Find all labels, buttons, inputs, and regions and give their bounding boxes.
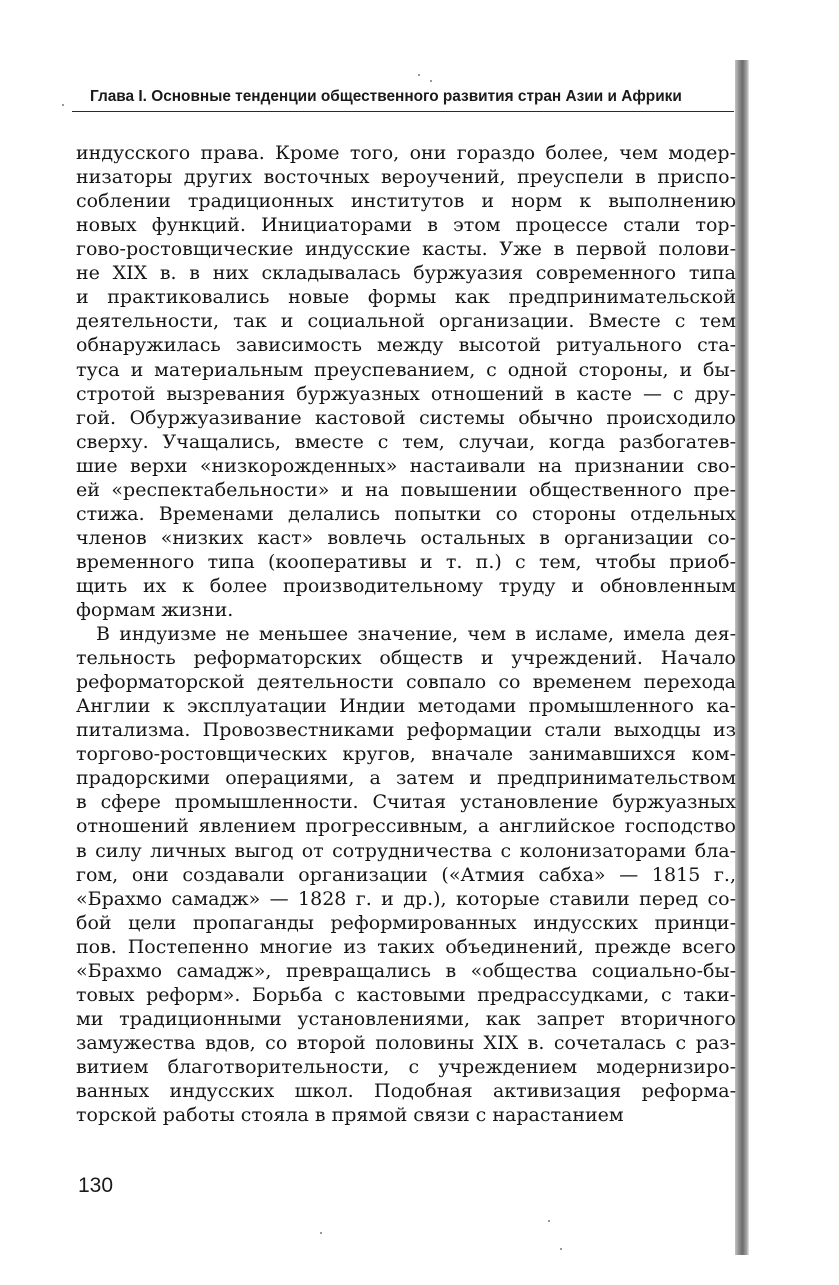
text-line: соблении традиционных институтов и норм к выполнению: [76, 190, 736, 213]
text-line: туса и материальным преуспеванием, с одной стороны, и бы-: [76, 358, 736, 381]
text-line: тельность реформаторских обществ и учреждений. Начало: [76, 647, 736, 669]
text-line: деятельности, так и социальной организации. Вместе с тем: [76, 310, 736, 333]
page-edge-shadow: [735, 60, 749, 1255]
header-rule: [72, 111, 734, 112]
print-speck: [430, 80, 432, 82]
text-line: ванных индусских школ. Подобная активизация реформа-: [76, 1080, 736, 1102]
text-line: питализма. Провозвестниками реформации стали выходцы из: [76, 719, 736, 742]
text-line: не XIX в. в них складывалась буржуазия современного типа: [76, 262, 736, 285]
text-line: ей «респектабельности» и на повышении общественного пре-: [76, 478, 736, 501]
text-line: торской работы стояла в прямой связи с нарастанием: [76, 1104, 624, 1126]
text-line: новых функций. Инициаторами в этом процессе стали тор-: [76, 214, 736, 237]
text-line: сверху. Учащались, вместе с тем, случаи, когда разбогатев-: [76, 430, 736, 453]
text-line: в сфере промышленности. Считая установление буржуазных: [76, 791, 736, 814]
text-line: гово-ростовщические индусские касты. Уже в первой полови-: [76, 238, 736, 261]
text-line: «Брахмо самадж» — 1828 г. и др.), которые ставили перед со-: [76, 887, 736, 910]
print-speck: [548, 1220, 550, 1222]
page-number: 130: [78, 1174, 114, 1197]
text-line: бой цели пропаганды реформированных индусских принци-: [76, 911, 736, 934]
text-line: стротой вызревания буржуазных отношений в касте — с дру-: [76, 382, 736, 405]
text-line: торгово-ростовщических кругов, вначале занимавшихся ком-: [76, 743, 736, 766]
text-line: пов. Постепенно многие из таких объединений, прежде всего: [76, 935, 736, 958]
print-speck: [560, 1248, 562, 1250]
text-line: формам жизни.: [76, 599, 234, 621]
text-line: и практиковались новые формы как предпринимательской: [76, 286, 736, 309]
text-line: членов «низких каст» вовлечь остальных в организации со-: [76, 526, 736, 549]
running-header: Глава I. Основные тенденции общественного развития стран Азии и Африки: [90, 88, 682, 105]
text-line: ми традиционными установлениями, как запрет вторичного: [76, 1007, 736, 1030]
print-speck: [320, 1232, 322, 1234]
text-line: товых реформ». Борьба с кастовыми предрассудками, с таки-: [76, 983, 736, 1006]
text-line: обнаружилась зависимость между высотой ритуального ста-: [76, 334, 736, 357]
print-speck: [62, 104, 64, 106]
text-line: Англии к эксплуатации Индии методами промышленного ка-: [76, 695, 736, 718]
text-line: низаторы других восточных вероучений, преуспели в приспо-: [76, 166, 736, 189]
text-line: прадорскими операциями, а затем и предпринимательством: [76, 767, 736, 790]
text-line: в силу личных выгод от сотрудничества с колонизаторами бла-: [76, 839, 736, 862]
text-line: индусского права. Кроме того, они гораздо более, чем модер-: [76, 142, 736, 164]
text-line: замужества вдов, со второй половины XIX в. сочеталась с раз-: [76, 1031, 736, 1054]
text-line: реформаторской деятельности совпало со временем перехода: [76, 671, 736, 694]
print-speck: [418, 74, 420, 76]
text-line: стижа. Временами делались попытки со стороны отдельных: [76, 502, 736, 525]
text-line: щить их к более производительному труду и обновленным: [76, 574, 736, 597]
text-line: «Брахмо самадж», превращались в «общества социально-бы-: [76, 959, 736, 982]
text-line: отношений явлением прогрессивным, а английское господство: [76, 815, 736, 838]
text-line: шие верхи «низкорожденных» настаивали на признании сво-: [76, 454, 736, 477]
text-line: В индуизме не меньшее значение, чем в исламе, имела дея-: [96, 623, 736, 645]
text-line: временного типа (кооперативы и т. п.) с тем, чтобы приоб-: [76, 550, 736, 573]
text-line: гой. Обуржуазивание кастовой системы обычно происходило: [76, 406, 736, 429]
text-line: витием благотворительности, с учреждением модернизиро-: [76, 1055, 736, 1078]
text-line: гом, они создавали организации («Атмия сабха» — 1815 г.,: [76, 863, 736, 886]
